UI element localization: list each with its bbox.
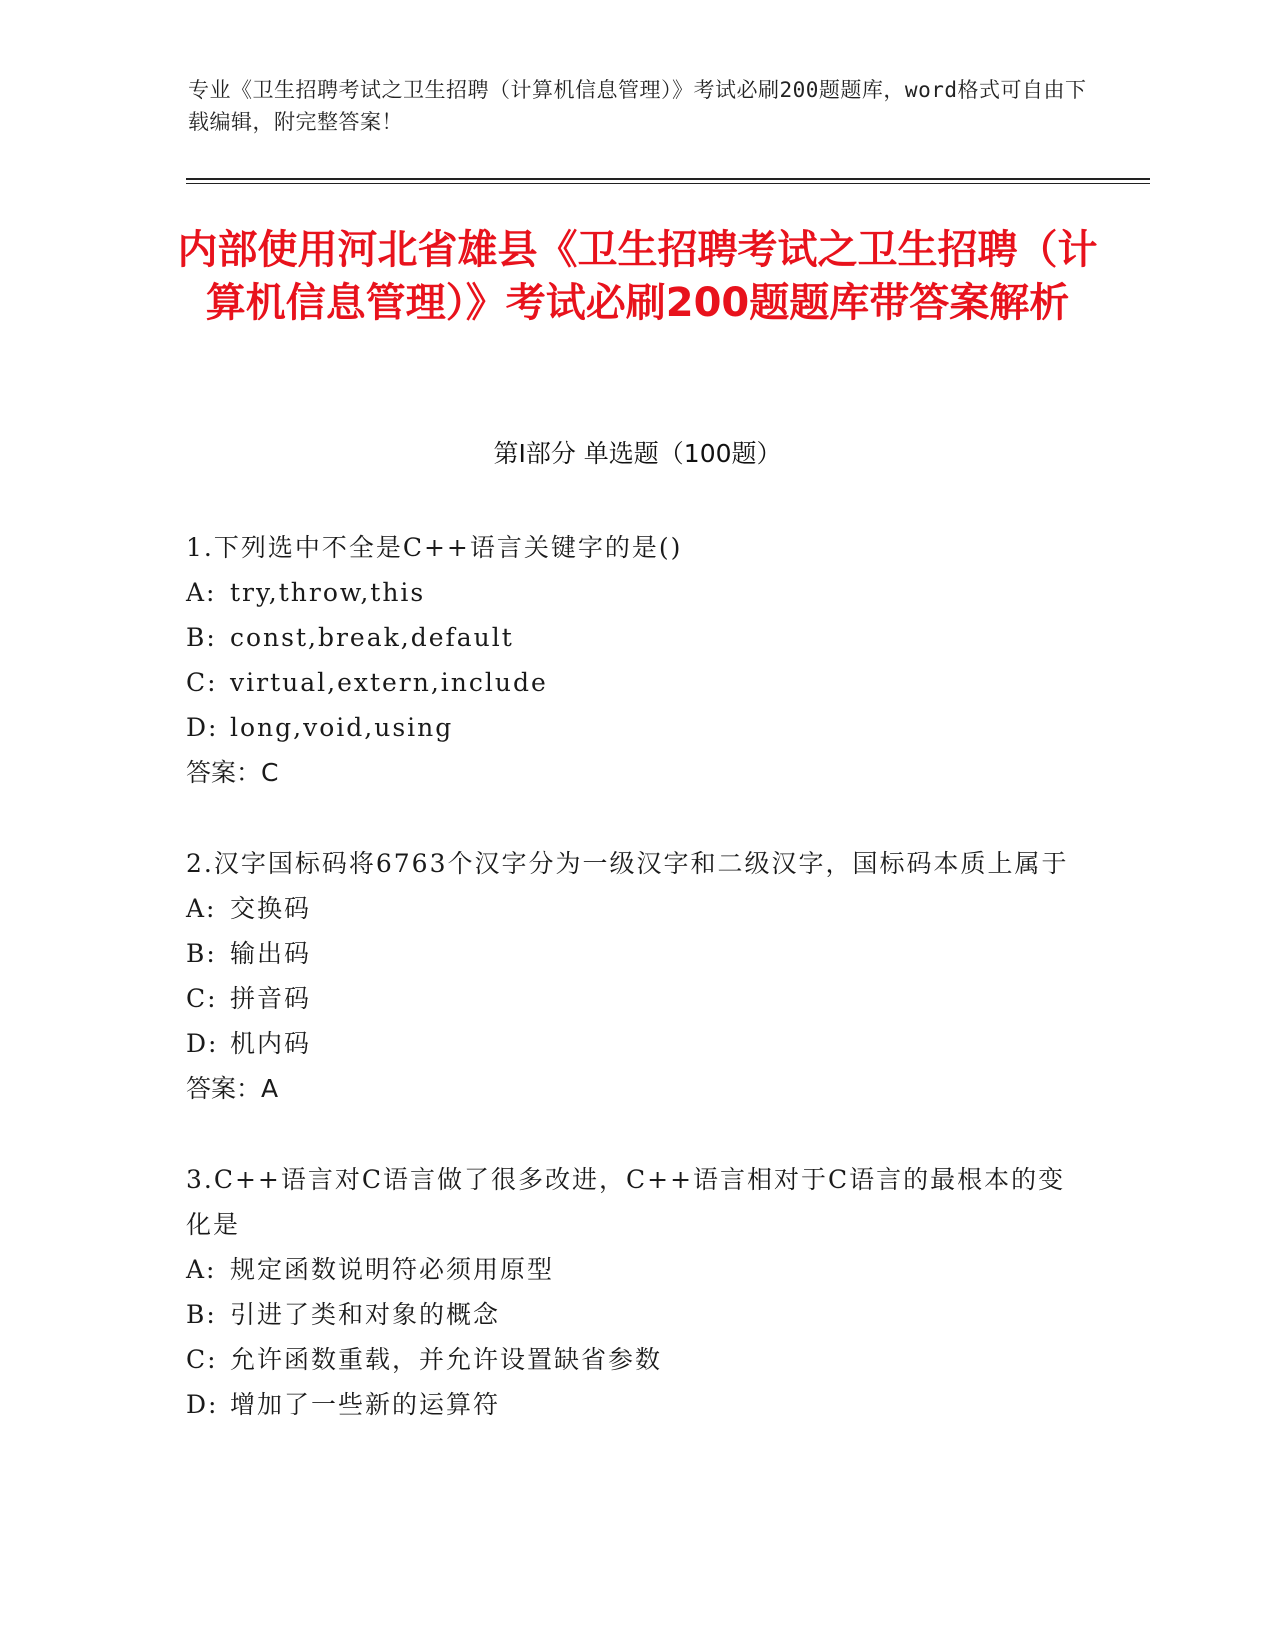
answer: 答案：A [186,1074,279,1103]
option-text: 规定函数说明符必须用原型 [230,1255,555,1284]
answer: 答案：C [186,758,279,787]
option-key: C: [186,1345,218,1374]
header-divider-thin [186,183,1150,184]
option-key: B: [186,939,217,968]
option-d [186,1021,1076,1066]
option-text: 允许函数重载，并允许设置缺省参数 [230,1345,663,1374]
option-c [186,976,1076,1021]
option-text: try,throw,this [230,578,426,607]
option-key: A: [186,894,217,923]
option-key: D: [186,1390,219,1419]
section-title: 第Ⅰ部分 单选题（100题） [493,439,782,468]
option-text: virtual,extern,include [230,668,548,697]
option-d [186,1382,1076,1427]
question-2 [186,841,1076,1111]
option-key: D: [186,1029,219,1058]
option-b [186,931,1076,976]
option-key: C: [186,668,218,697]
option-key: A: [186,1255,217,1284]
option-text: long,void,using [230,713,454,742]
option-text: 机内码 [230,1029,312,1058]
question-list [186,525,1076,1473]
option-key: B: [186,623,217,652]
option-text: const,break,default [230,623,514,652]
question-stem: 1.下列选中不全是C++语言关键字的是() [186,533,683,562]
option-b [186,1292,1076,1337]
option-c [186,1337,1076,1382]
option-a [186,570,1076,615]
header-note: 专业《卫生招聘考试之卫生招聘（计算机信息管理）》考试必刷200题题库，word格式可自由下载编辑，附完整答案！ [188,78,1087,134]
option-text: 交换码 [230,894,312,923]
option-d [186,705,1076,750]
option-key: B: [186,1300,217,1329]
option-key: D: [186,713,219,742]
option-text: 输出码 [230,939,312,968]
option-b [186,615,1076,660]
option-text: 增加了一些新的运算符 [230,1390,501,1419]
option-a [186,886,1076,931]
option-a [186,1247,1076,1292]
option-key: A: [186,578,217,607]
question-3 [186,1157,1076,1427]
question-1 [186,525,1076,795]
question-stem: 3.C++语言对C语言做了很多改进，C++语言相对于C语言的最根本的变化是 [186,1165,1066,1239]
option-text: 拼音码 [230,984,312,1013]
document-title: 内部使用河北省雄县《卫生招聘考试之卫生招聘（计算机信息管理）》考试必刷200题题库带答案解析 [177,227,1098,326]
option-text: 引进了类和对象的概念 [230,1300,501,1329]
header-divider-thick [186,178,1150,180]
option-key: C: [186,984,218,1013]
question-stem: 2.汉字国标码将6763个汉字分为一级汉字和二级汉字，国标码本质上属于 [186,849,1069,878]
option-c [186,660,1076,705]
